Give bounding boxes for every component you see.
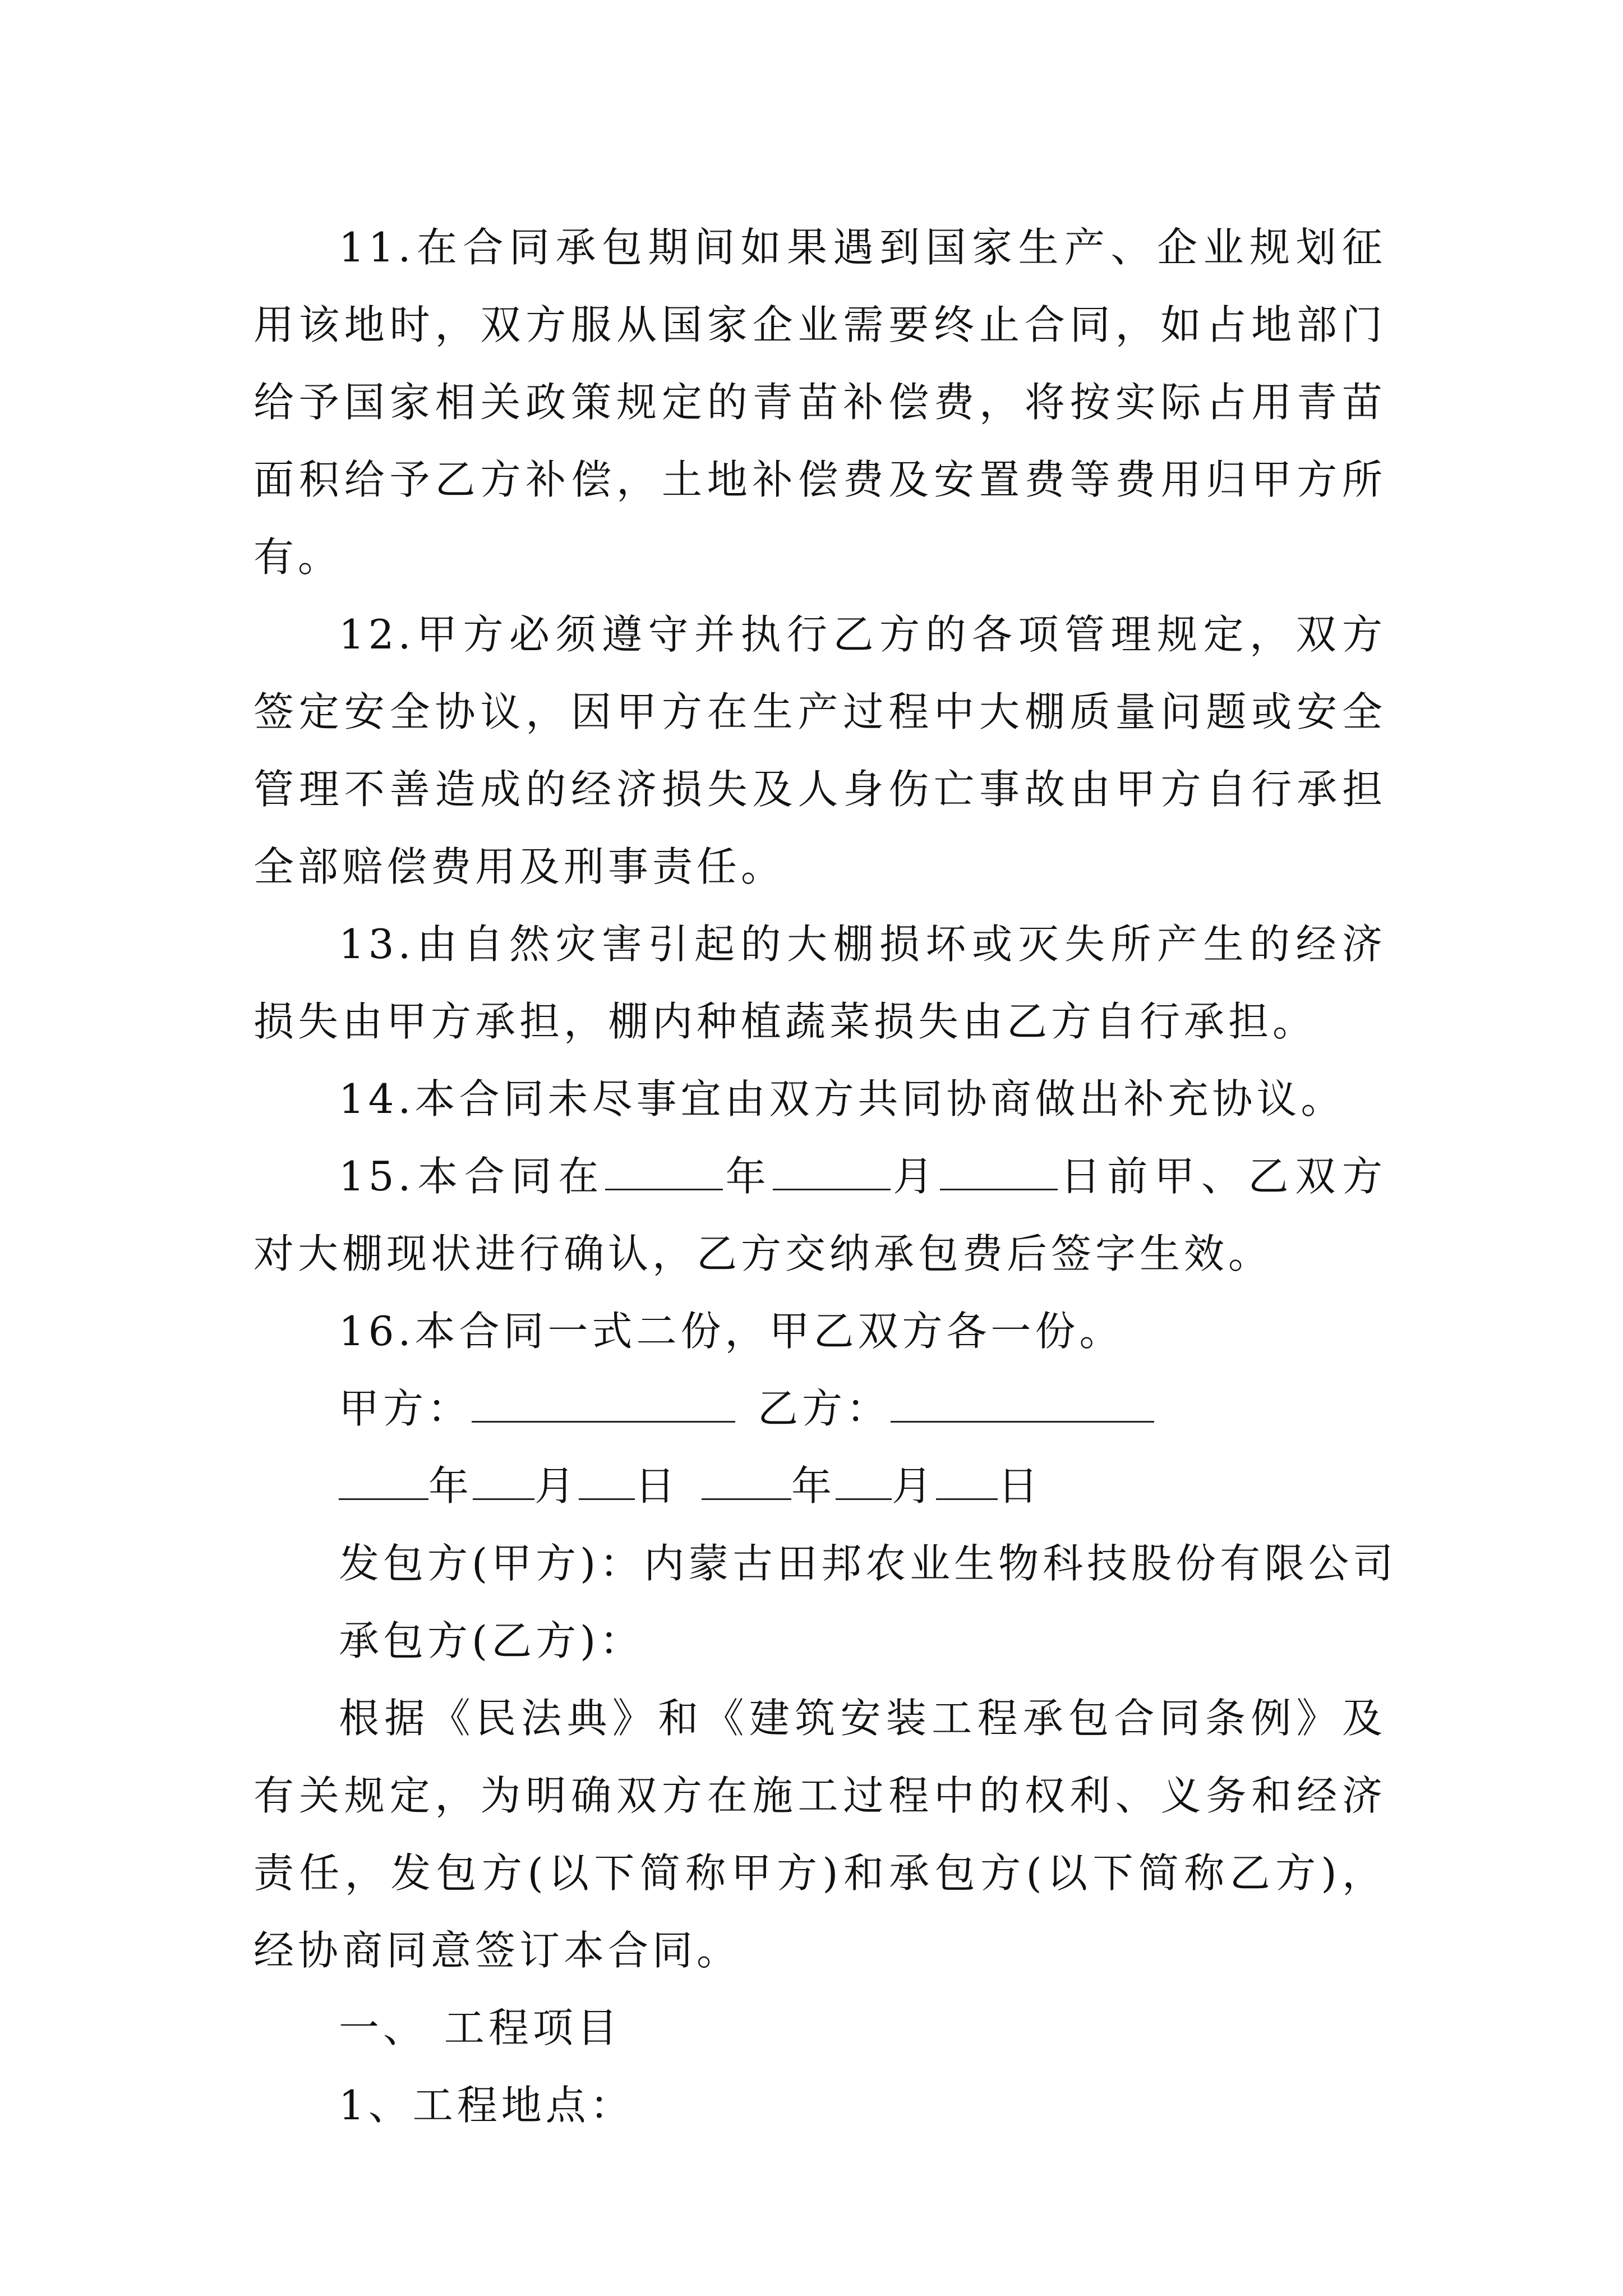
party-a-label: 甲方：: [339, 1385, 472, 1432]
project-location-item: 1、工程地点：: [339, 2082, 634, 2129]
clause-15-prefix: 15.本合同在: [339, 1153, 606, 1200]
party-b-year-blank: [702, 1466, 791, 1500]
clause-11: 11.在合同承包期间如果遇到国家生产、企业规划征用该地时，双方服从国家企业需要终止合同，如占地部门给予国家相关政策规定的青苗补偿费，将按实际占用青苗面积给予乙方补偿，土地补偿费及安置费等费用归甲方所有。: [253, 224, 1386, 581]
section-heading-1: 一、 工程项目: [339, 2004, 621, 2051]
party-b-day-label: 日: [998, 1462, 1043, 1510]
clause-15: [253, 1138, 1386, 1292]
clause-15-year: 年: [723, 1153, 773, 1200]
party-b-label: 乙方：: [758, 1385, 891, 1432]
contract-body: [253, 209, 1398, 2144]
clause-14: 14.本合同未尽事宜由双方共同协商做出补充协议。: [339, 1075, 1345, 1122]
date-line: [253, 1447, 1386, 1525]
signature-line: [253, 1370, 1386, 1447]
day-blank: [940, 1156, 1058, 1190]
party-a-month-blank: [473, 1466, 534, 1500]
clause-12: 12.甲方必须遵守并执行乙方的各项管理规定，双方签定安全协议，因甲方在生产过程中大棚质量问题或安全管理不善造成的经济损失及人身伤亡事故由甲方自行承担全部赔偿费用及刑事责任。: [253, 611, 1386, 890]
party-b-month-label: 月: [892, 1462, 937, 1510]
party-a-day-label: 日: [635, 1462, 680, 1510]
party-a-day-blank: [579, 1466, 635, 1500]
clause-16: 16.本合同一式二份，甲乙双方各一份。: [339, 1308, 1124, 1355]
employer-line: 发包方(甲方)：内蒙古田邦农业生物科技股份有限公司: [339, 1540, 1398, 1587]
party-b-signature-blank: [891, 1388, 1154, 1423]
year-blank: [605, 1156, 723, 1190]
party-a-signature-blank: [472, 1388, 735, 1423]
party-b-year-label: 年: [791, 1462, 836, 1510]
clause-15-month: 月: [890, 1153, 940, 1200]
party-a-month-label: 月: [534, 1462, 579, 1510]
party-b-day-blank: [936, 1466, 998, 1500]
clause-15-suffix: 日前甲、乙双方对大棚现状进行确认，乙方交纳承包费后签字生效。: [253, 1153, 1386, 1277]
party-b-month-blank: [836, 1466, 892, 1500]
preamble: 根据《民法典》和《建筑安装工程承包合同条例》及有关规定，为明确双方在施工过程中的权利、义务和经济责任，发包方(以下简称甲方)和承包方(以下简称乙方)，经协商同意签订本合同。: [253, 1695, 1386, 1974]
month-blank: [773, 1156, 891, 1190]
party-a-year-label: 年: [428, 1462, 473, 1510]
contractor-line: 承包方(乙方)：: [339, 1617, 644, 1664]
party-a-year-blank: [339, 1466, 428, 1500]
clause-13: 13.由自然灾害引起的大棚损坏或灭失所产生的经济损失由甲方承担，棚内种植蔬菜损失由乙方自行承担。: [253, 921, 1386, 1045]
